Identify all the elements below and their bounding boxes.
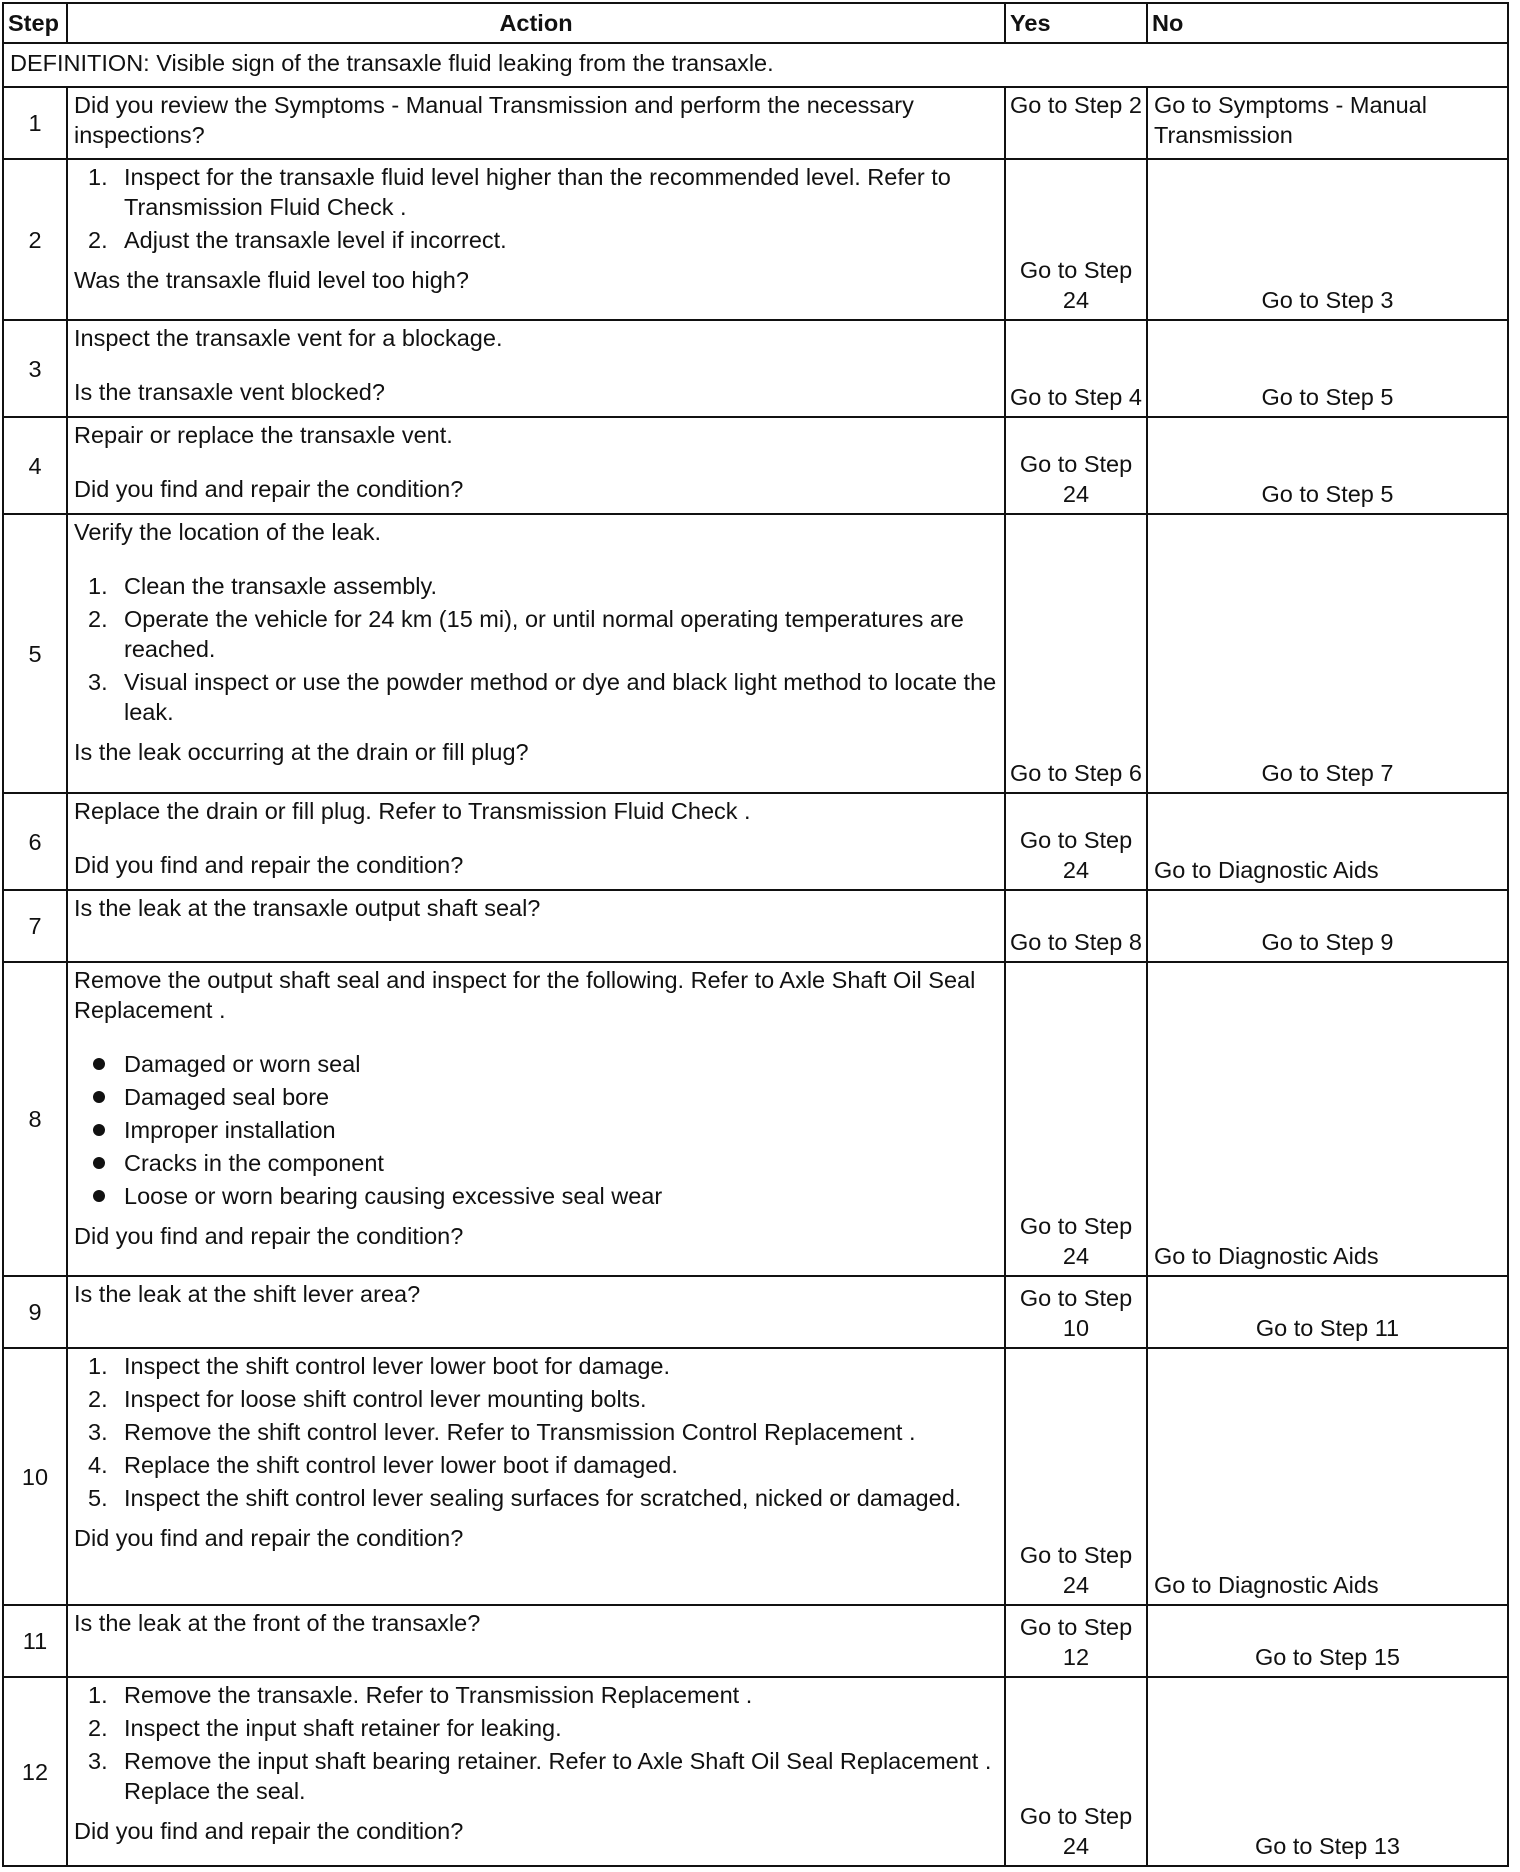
list-item: Damaged or worn seal (74, 1049, 998, 1079)
yes-cell: Go to Step 6 (1005, 514, 1147, 793)
no-cell: Go to Step 15 (1147, 1605, 1508, 1677)
action-cell (67, 1276, 1005, 1348)
table-row (3, 1677, 1508, 1866)
step-number: 2 (3, 159, 67, 320)
yes-cell: Go to Step 24 (1005, 962, 1147, 1276)
table-row (3, 793, 1508, 890)
action-question: Did you find and repair the condition? (74, 1818, 464, 1844)
no-cell: Go to Diagnostic Aids (1147, 793, 1508, 890)
action-text: Is the leak at the shift lever area? (74, 1281, 421, 1307)
step-number: 12 (3, 1677, 67, 1866)
yes-cell: Go to Step 10 (1005, 1276, 1147, 1348)
action-text: Is the leak at the transaxle output shaft seal? (74, 895, 541, 921)
yes-cell: Go to Step 4 (1005, 320, 1147, 417)
list-item: 2. Adjust the transaxle level if incorrect. (88, 227, 507, 253)
yes-cell: Go to Step 2 (1005, 87, 1147, 159)
action-intro: Replace the drain or fill plug. Refer to Transmission Fluid Check . (74, 798, 751, 824)
bullet-icon (93, 1091, 105, 1103)
table-row (3, 159, 1508, 320)
yes-cell: Go to Step 24 (1005, 1348, 1147, 1605)
list-item: Improper installation (74, 1115, 998, 1145)
no-cell: Go to Step 7 (1147, 514, 1508, 793)
action-cell (67, 962, 1005, 1276)
action-cell (67, 1677, 1005, 1866)
definition-text: DEFINITION: Visible sign of the transaxle fluid leaking from the transaxle. (3, 43, 1508, 87)
action-question: Did you find and repair the condition? (74, 1223, 464, 1249)
action-text: Is the leak at the front of the transaxle? (74, 1610, 481, 1636)
no-cell: Go to Step 11 (1147, 1276, 1508, 1348)
action-cell (67, 890, 1005, 962)
bullet-icon (93, 1190, 105, 1202)
action-question: Is the transaxle vent blocked? (74, 379, 385, 405)
action-intro: Verify the location of the leak. (74, 519, 381, 545)
table-row (3, 87, 1508, 159)
no-cell: Go to Symptoms - Manual Transmission (1147, 87, 1508, 159)
no-cell: Go to Diagnostic Aids (1147, 1348, 1508, 1605)
action-intro: Remove the output shaft seal and inspect for the following. Refer to Axle Shaft Oil Seal Replacement . (74, 967, 976, 1023)
bullet-list (74, 1049, 998, 1211)
action-intro: Repair or replace the transaxle vent. (74, 422, 453, 448)
action-question: Did you find and repair the condition? (74, 476, 464, 502)
step-number: 6 (3, 793, 67, 890)
table-row (3, 962, 1508, 1276)
no-cell: Go to Step 5 (1147, 320, 1508, 417)
table-row (3, 514, 1508, 793)
action-question: Is the leak occurring at the drain or fill plug? (74, 739, 529, 765)
table-row (3, 320, 1508, 417)
no-cell: Go to Step 13 (1147, 1677, 1508, 1866)
diagnostic-table (2, 2, 1509, 1867)
table-row (3, 890, 1508, 962)
list-item: 2. Operate the vehicle for 24 km (15 mi), or until normal operating temperatures are reached. (88, 606, 964, 662)
yes-cell: Go to Step 24 (1005, 1677, 1147, 1866)
bullet-icon (93, 1157, 105, 1169)
list-item: 3. Remove the shift control lever. Refer to Transmission Control Replacement . (88, 1419, 916, 1445)
header-action: Action (67, 3, 1005, 43)
list-item: 3. Remove the input shaft bearing retainer. Refer to Axle Shaft Oil Seal Replacement . Replace the seal. (88, 1748, 992, 1804)
list-item: 2. Inspect for loose shift control lever mounting bolts. (88, 1386, 647, 1412)
list-item: Damaged seal bore (74, 1082, 998, 1112)
step-number: 1 (3, 87, 67, 159)
yes-cell: Go to Step 12 (1005, 1605, 1147, 1677)
step-number: 10 (3, 1348, 67, 1605)
definition-row (3, 43, 1508, 87)
no-cell: Go to Step 9 (1147, 890, 1508, 962)
action-cell (67, 320, 1005, 417)
step-number: 5 (3, 514, 67, 793)
list-item: Cracks in the component (74, 1148, 998, 1178)
list-item: 5. Inspect the shift control lever sealing surfaces for scratched, nicked or damaged. (88, 1485, 962, 1511)
header-step: Step (3, 3, 67, 43)
list-item: 1. Inspect for the transaxle fluid level higher than the recommended level. Refer to Transmission Fluid Check . (88, 164, 951, 220)
action-cell (67, 87, 1005, 159)
numbered-list (74, 1351, 998, 1513)
step-number: 11 (3, 1605, 67, 1677)
list-item: 2. Inspect the input shaft retainer for leaking. (88, 1715, 562, 1741)
action-cell (67, 1348, 1005, 1605)
table-row (3, 1348, 1508, 1605)
table-row (3, 417, 1508, 514)
action-cell (67, 514, 1005, 793)
header-yes: Yes (1005, 3, 1147, 43)
action-cell (67, 793, 1005, 890)
list-item: 1. Clean the transaxle assembly. (88, 573, 438, 599)
yes-cell: Go to Step 24 (1005, 159, 1147, 320)
numbered-list (74, 1680, 998, 1806)
action-question: Did you find and repair the condition? (74, 852, 464, 878)
yes-cell: Go to Step 8 (1005, 890, 1147, 962)
no-cell: Go to Step 3 (1147, 159, 1508, 320)
yes-cell: Go to Step 24 (1005, 793, 1147, 890)
step-number: 4 (3, 417, 67, 514)
numbered-list (74, 162, 998, 255)
bullet-icon (93, 1058, 105, 1070)
no-cell: Go to Diagnostic Aids (1147, 962, 1508, 1276)
action-question: Was the transaxle fluid level too high? (74, 267, 469, 293)
action-question: Did you find and repair the condition? (74, 1525, 464, 1551)
action-cell (67, 1605, 1005, 1677)
list-item: 1. Remove the transaxle. Refer to Transmission Replacement . (88, 1682, 753, 1708)
yes-cell: Go to Step 24 (1005, 417, 1147, 514)
list-item: 1. Inspect the shift control lever lower boot for damage. (88, 1353, 671, 1379)
header-no: No (1147, 3, 1508, 43)
step-number: 3 (3, 320, 67, 417)
bullet-icon (93, 1124, 105, 1136)
no-cell: Go to Step 5 (1147, 417, 1508, 514)
header-row (3, 3, 1508, 43)
step-number: 8 (3, 962, 67, 1276)
table-row (3, 1276, 1508, 1348)
numbered-list (74, 571, 998, 727)
list-item: 3. Visual inspect or use the powder method or dye and black light method to locate the leak. (88, 669, 997, 725)
table-row (3, 1605, 1508, 1677)
list-item: 4. Replace the shift control lever lower boot if damaged. (88, 1452, 678, 1478)
action-text: Did you review the Symptoms - Manual Transmission and perform the necessary inspections? (74, 92, 914, 148)
list-item: Loose or worn bearing causing excessive seal wear (74, 1181, 998, 1211)
action-intro: Inspect the transaxle vent for a blockage. (74, 325, 503, 351)
action-cell (67, 159, 1005, 320)
step-number: 9 (3, 1276, 67, 1348)
action-cell (67, 417, 1005, 514)
step-number: 7 (3, 890, 67, 962)
